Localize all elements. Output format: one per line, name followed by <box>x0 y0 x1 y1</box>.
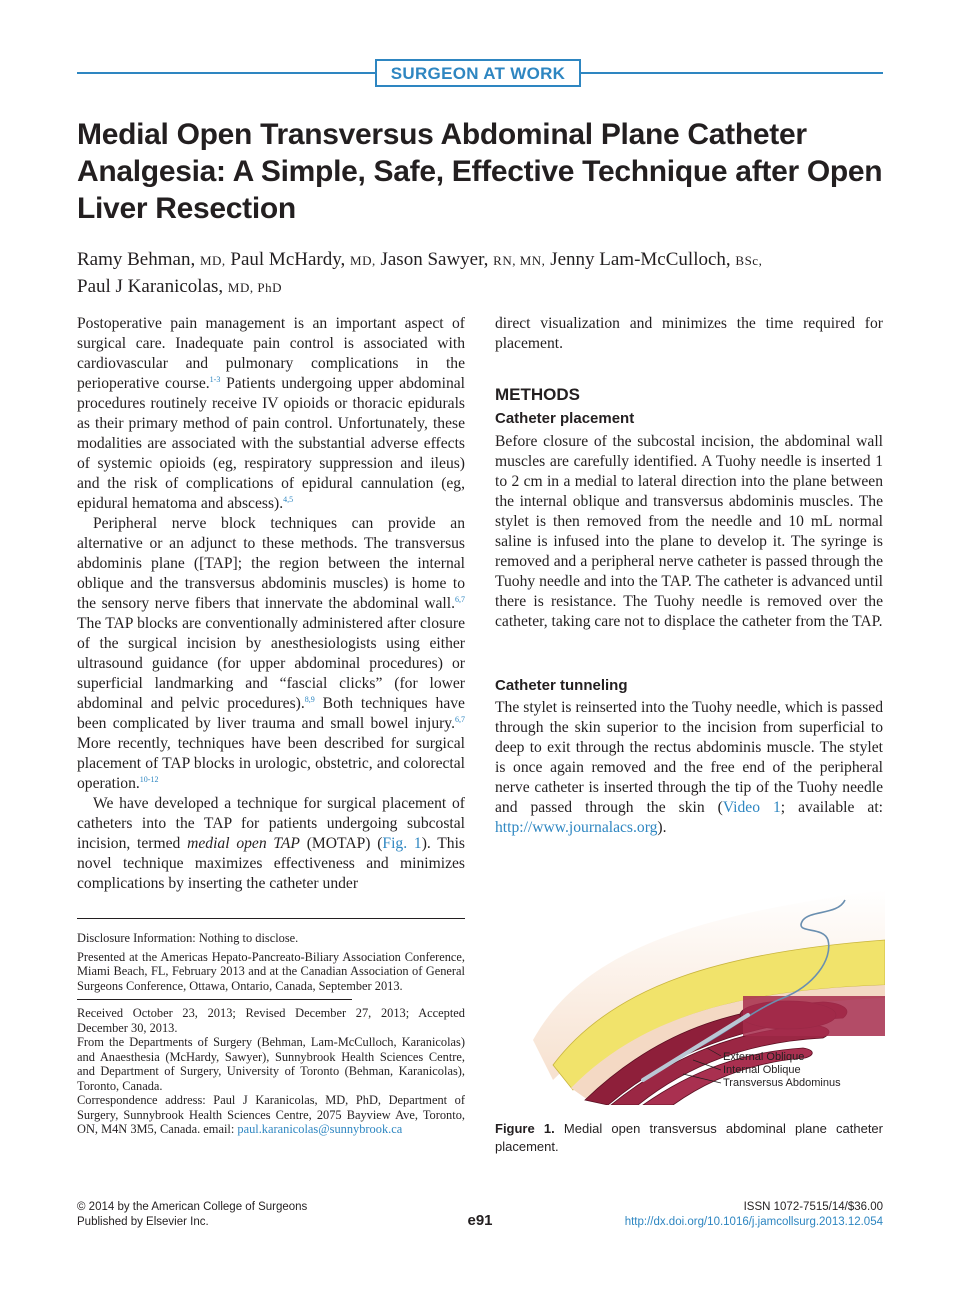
correspondence-note <box>77 1093 465 1137</box>
author-degree: BSc, <box>735 253 763 268</box>
text-run: The stylet is reinserted into the Tuohy needle, which is passed through the skin superior to the incision from superficial to deep to exit through the rectus abdominis muscle. The stylet is once again removed and the free end of the peripheral nerve catheter is inserted through the tip of the Tuohy needle and passed through the skin ( <box>495 699 883 816</box>
paragraph-tunneling <box>495 698 883 838</box>
doi-link[interactable]: http://dx.doi.org/10.1016/j.jamcollsurg.2013.12.054 <box>624 1216 883 1228</box>
footnote-rule <box>77 918 465 919</box>
author-degree: RN, MN, <box>493 253 546 268</box>
right-tissue-block <box>743 996 885 1036</box>
catheter-tunneling-heading: Catheter tunneling <box>495 677 628 694</box>
label-internal-oblique: Internal Oblique <box>723 1064 801 1076</box>
author-name: Paul McHardy, <box>230 249 346 270</box>
figure-link[interactable]: Fig. 1 <box>382 835 422 852</box>
footnotes <box>77 931 465 1137</box>
text-run: We have developed a technique for surgical placement of catheters into the TAP for patients undergoing subcostal incision, termed <box>77 795 465 852</box>
author-name: Jason Sawyer, <box>380 249 489 270</box>
author-degree: MD, <box>199 253 226 268</box>
figure-1-illustration <box>493 890 885 1105</box>
text-run: More recently, techniques have been described for surgical placement of TAP blocks in urologic, obstetric, and colorectal operation. <box>77 735 465 792</box>
reference-link[interactable]: 8,9 <box>304 695 315 704</box>
email-link[interactable]: paul.karanicolas@sunnybrook.ca <box>237 1122 403 1136</box>
emphasis: medial open TAP <box>187 835 300 852</box>
affiliation-note: From the Departments of Surgery (Behman, Lam-McCulloch, Karanicolas) and Anaesthesia (McHardy, Sawyer), Sunnybrook Health Sciences Centre, and Department of Surgery, University of Toronto (Behman, Karanicolas), Toronto, Canada. <box>77 1035 465 1093</box>
reference-link[interactable]: 4,5 <box>283 495 294 504</box>
catheter-placement-text <box>495 432 883 632</box>
section-banner: SURGEON AT WORK <box>375 59 581 87</box>
text-run: Correspondence address: Paul J Karanicolas, MD, PhD, Department of Surgery, Sunnybrook Health Sciences Centre, 2075 Bayview Ave, Toronto, ON, M4N 3M5, Canada. email: <box>77 1093 465 1136</box>
paragraph-intro <box>77 314 465 514</box>
author-name: Jenny Lam-McCulloch, <box>550 249 731 270</box>
left-column <box>77 314 465 894</box>
text-run: Both techniques have been complicated by liver trauma and small bowel injury. <box>77 695 465 732</box>
disclosure-note: Disclosure Information: Nothing to disclose. <box>77 931 299 945</box>
caption-label: Figure 1. <box>495 1121 555 1136</box>
received-note: Received October 23, 2013; Revised December 27, 2013; Accepted December 30, 2013. <box>77 1006 465 1035</box>
footer-left <box>77 1200 307 1230</box>
reference-link[interactable]: 10-12 <box>139 775 159 784</box>
article-title: Medial Open Transversus Abdominal Plane Catheter Analgesia: A Simple, Safe, Effective Technique after Open Liver Resection <box>77 118 883 225</box>
text-run: Postoperative pain management is an important aspect of surgical care. Inadequate pain control is associated with cardiovascular and pulmonary complications in the perioperative course. <box>77 315 465 392</box>
paragraph-placement: Before closure of the subcostal incision, the abdominal wall muscles are carefully identified. A Tuohy needle is inserted 1 to 2 cm in a medial to lateral direction into the plane between the internal oblique and transversus abdominis muscles. The stylet is then removed from the needle and 10 mL normal saline is infused into the plane to develop it. The syringe is removed and a peripheral nerve catheter is passed through the Tuohy needle and into the TAP. The catheter is advanced until there is resistance. The Tuohy needle is removed over the catheter, taking care not to displace the catheter from the TAP. <box>495 433 883 630</box>
copyright: © 2014 by the American College of Surgeons <box>77 1201 308 1213</box>
author-name: Paul J Karanicolas, <box>77 276 224 297</box>
reference-link[interactable]: 6,7 <box>455 715 465 724</box>
catheter-tunneling-text <box>495 698 883 838</box>
methods-heading: METHODS <box>495 385 580 404</box>
text-run: ; available at: <box>780 799 883 816</box>
text-run: Patients undergoing upper abdominal procedures routinely receive IV opioids or thoracic epidurals as their primary method of pain control. Unfortunately, these modalities are associated with the substantial adverse effects of systemic opioids (eg, respiratory suppression and ileus) and the risk of complications of epidural cannulation (eg, epidural hematoma and abscess). <box>77 375 465 512</box>
paragraph-nerve-block <box>77 514 465 794</box>
reference-link[interactable]: 6,7 <box>455 595 465 604</box>
page-number: e91 <box>467 1212 493 1229</box>
text-run: ). <box>657 819 667 836</box>
right-column-continuation <box>495 314 883 354</box>
issn: ISSN 1072-7515/14/$36.00 <box>743 1201 883 1213</box>
journal-url-link[interactable]: http://www.journalacs.org <box>495 819 658 836</box>
header-rule-right <box>581 72 883 74</box>
author-list <box>77 247 887 301</box>
paragraph-technique <box>77 794 465 894</box>
author-name: Ramy Behman, <box>77 249 196 270</box>
paragraph-continuation: direct visualization and minimizes the time required for placement. <box>495 315 883 352</box>
text-run: The TAP blocks are conventionally administered after closure of the surgical incision by anesthesiologists using either ultrasound guidance (for upper abdominal procedures) or superficial landmarking and “fascial clicks” (for lower abdominal and pelvic procedures). <box>77 615 465 712</box>
video-link[interactable]: Video 1 <box>722 799 781 816</box>
label-transversus-abdominus: Transversus Abdominus <box>723 1077 841 1089</box>
caption-text: Medial open transversus abdominal plane catheter placement. <box>495 1121 883 1154</box>
reference-link[interactable]: 1-3 <box>209 375 221 384</box>
text-run: Peripheral nerve block techniques can provide an alternative or an adjunct to these methods. The transversus abdominis plane ([TAP]; the region between the internal oblique and the transversus abdominis muscles) is home to the sensory nerve fibers that innervate the abdominal wall. <box>77 515 465 612</box>
catheter-placement-heading: Catheter placement <box>495 410 635 427</box>
footnote-divider <box>77 999 352 1000</box>
presented-note: Presented at the Americas Hepato-Pancreato-Biliary Association Conference, Miami Beach, FL, February 2013 and at the Canadian Association of General Surgeons Conference, Ottawa, Ontario, Canada, September 2013. <box>77 949 465 993</box>
label-external-oblique: External Oblique <box>723 1051 805 1063</box>
footer-right <box>625 1200 883 1230</box>
header-rule-left <box>77 72 375 74</box>
figure-caption <box>495 1120 883 1156</box>
publisher: Published by Elsevier Inc. <box>77 1216 209 1228</box>
text-run: (MOTAP) ( <box>299 835 383 852</box>
text-run: ). This novel technique maximizes effectiveness and minimizes complications by inserting the catheter under <box>77 835 465 892</box>
author-degree: MD, <box>350 253 376 268</box>
author-degree: MD, PhD <box>227 280 282 295</box>
